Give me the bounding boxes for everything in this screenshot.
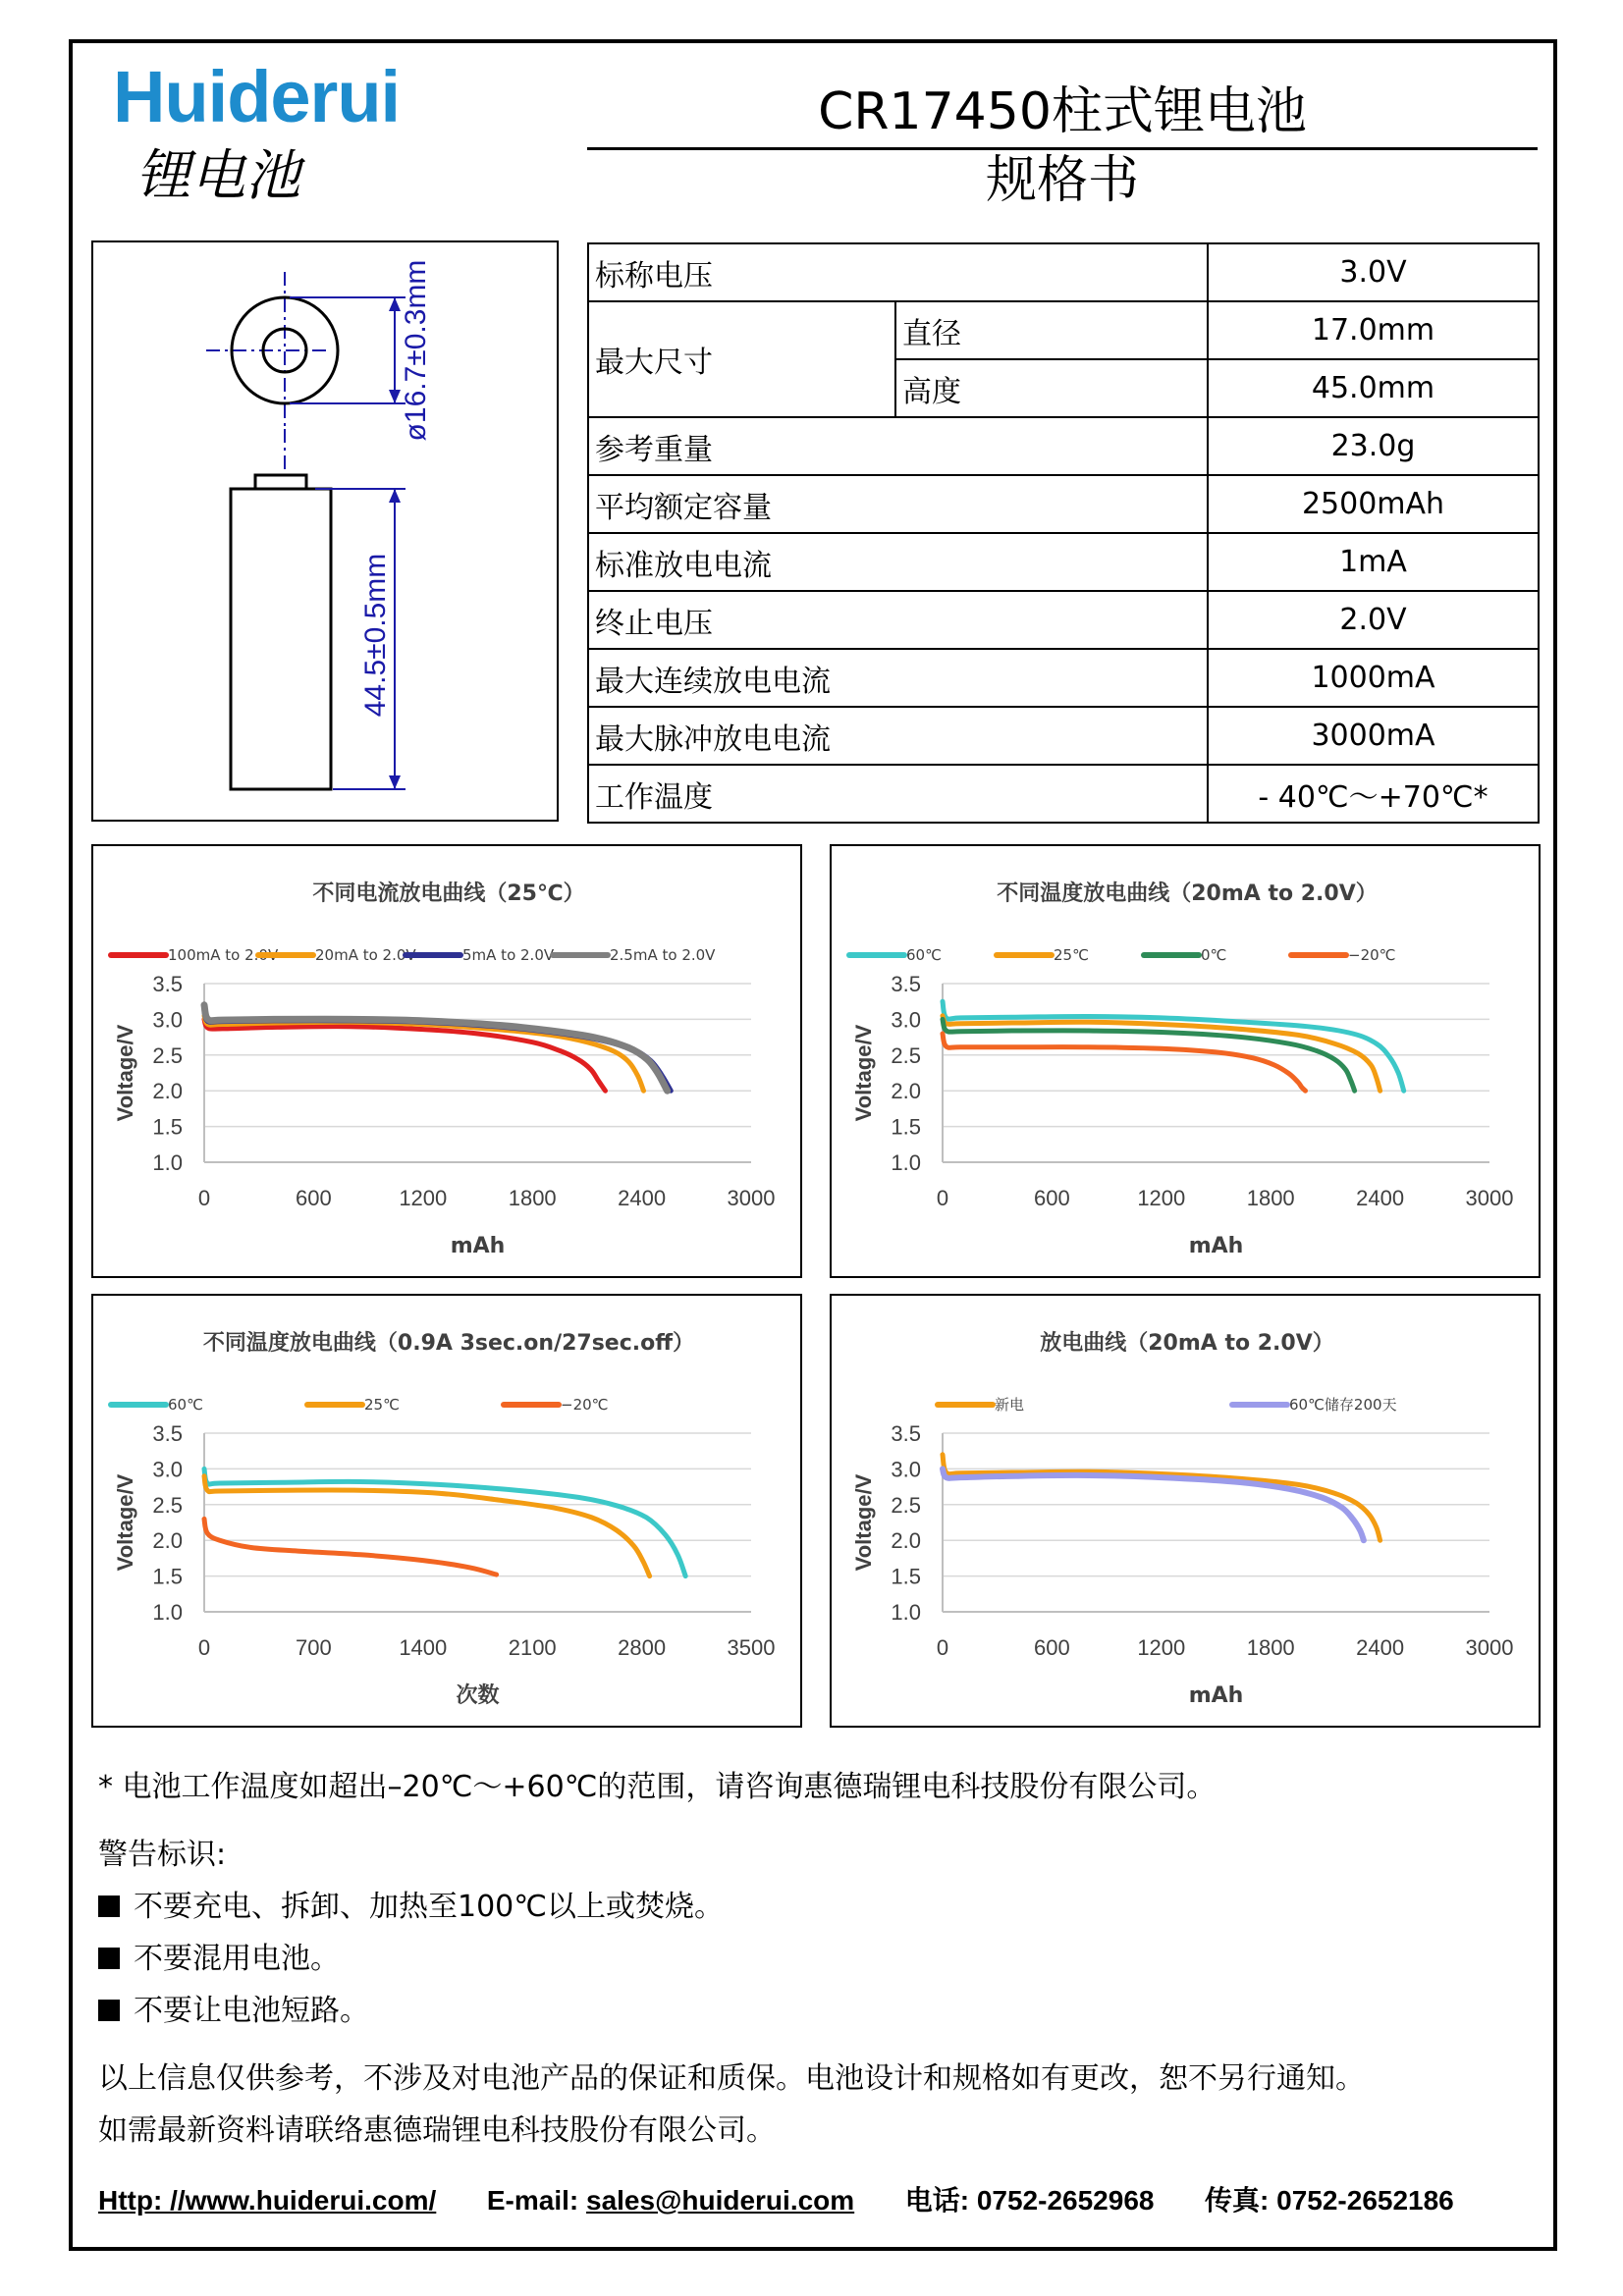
chart-svg <box>93 846 804 1280</box>
spec-label: 最大脉冲放电电流 <box>588 707 1208 765</box>
height-dimension-label: 44.5±0.5mm <box>359 553 392 718</box>
y-tick-label: 3.0 <box>891 1007 921 1033</box>
chart-pulse-discharge <box>91 1294 802 1728</box>
warning-title: 警告标识: <box>98 1838 227 1872</box>
x-tick-label: 3500 <box>727 1635 776 1660</box>
x-axis-label: mAh <box>450 1234 506 1258</box>
x-tick-label: 1800 <box>508 1186 557 1210</box>
legend-item <box>111 946 279 964</box>
y-tick-label: 3.0 <box>152 1457 183 1482</box>
dimension-drawing <box>91 240 559 822</box>
x-tick-label: 0 <box>197 1186 211 1210</box>
legend-label: 60℃ <box>168 1396 203 1414</box>
chart-title: 放电曲线（20mA to 2.0V） <box>1040 1331 1334 1356</box>
x-tick-label: 0 <box>936 1635 949 1660</box>
title-divider <box>587 147 1538 150</box>
table-row <box>588 591 1539 649</box>
y-tick-label: 2.5 <box>152 1042 183 1068</box>
table-row <box>588 475 1539 533</box>
chart-discharge-by-temperature <box>830 844 1541 1278</box>
series-line <box>943 1034 1306 1091</box>
x-tick-label: 2400 <box>618 1186 667 1210</box>
y-tick-label: 1.0 <box>891 1150 921 1175</box>
warning-item <box>98 1994 369 2028</box>
document-title: CR17450柱式锂电池 <box>818 82 1307 141</box>
battery-drawing-svg <box>93 242 561 824</box>
x-tick-label: 1400 <box>399 1635 448 1660</box>
x-axis-label: mAh <box>1188 1234 1244 1258</box>
legend-item <box>406 946 555 964</box>
warning-item <box>98 1942 340 1976</box>
fax-number: 传真: 0752-2652186 <box>1205 2185 1454 2216</box>
y-tick-label: 1.5 <box>152 1114 183 1140</box>
spec-label: 最大尺寸 <box>588 301 895 417</box>
x-axis-label: mAh <box>1188 1683 1244 1708</box>
table-row <box>588 243 1539 301</box>
spec-value: 3.0V <box>1208 243 1539 301</box>
table-row <box>588 301 1539 359</box>
table-row <box>588 533 1539 591</box>
warning-item <box>98 1890 724 1924</box>
legend-item <box>258 946 416 964</box>
legend-item <box>938 1396 1024 1414</box>
brand-logo: Huiderui <box>113 56 401 137</box>
y-tick-label: 3.5 <box>152 1421 183 1446</box>
legend-label: 60℃储存200天 <box>1289 1396 1397 1414</box>
legend-label: 20mA to 2.0V <box>315 946 416 964</box>
y-tick-label: 1.5 <box>891 1564 921 1589</box>
x-tick-label: 1200 <box>1137 1186 1186 1210</box>
spec-label: 工作温度 <box>588 765 1208 823</box>
legend-item <box>1144 946 1226 964</box>
spec-sublabel: 高度 <box>895 359 1208 417</box>
legend-item <box>997 946 1089 964</box>
table-row <box>588 417 1539 475</box>
y-tick-label: 2.0 <box>152 1528 183 1554</box>
x-tick-label: 700 <box>296 1635 332 1660</box>
bullet-icon <box>98 2000 120 2021</box>
temperature-note: * 电池工作温度如超出–20℃～+60℃的范围，请咨询惠德瑞锂电科技股份有限公司。 <box>98 1770 1217 1804</box>
y-axis-label: Voltage/V <box>851 1024 876 1122</box>
warning-text: 不要混用电池。 <box>134 1942 340 1976</box>
legend-label: 25℃ <box>364 1396 400 1414</box>
diameter-dimension-label: ø16.7±0.3mm <box>400 259 432 442</box>
x-tick-label: 600 <box>296 1186 332 1210</box>
legend-label: 0℃ <box>1201 946 1227 964</box>
x-tick-label: 2800 <box>618 1635 667 1660</box>
side-view <box>231 475 406 789</box>
warning-text: 不要充电、拆卸、加热至100℃以上或焚烧。 <box>134 1890 724 1924</box>
disclaimer-line: 以上信息仅供参考，不涉及对电池产品的保证和质保。电池设计和规格如有更改，恕不另行通知。 <box>98 2061 1365 2096</box>
brand-tagline: 锂电池 <box>135 144 300 208</box>
email-link[interactable]: sales@huiderui.com <box>586 2185 855 2216</box>
spec-value: 3000mA <box>1208 707 1539 765</box>
legend-label: 新电 <box>995 1396 1025 1414</box>
x-tick-label: 3000 <box>1465 1186 1514 1210</box>
y-axis-label: Voltage/V <box>113 1473 137 1572</box>
legend-label: 2.5mA to 2.0V <box>610 946 716 964</box>
document-subtitle: 规格书 <box>985 151 1139 210</box>
spec-label: 标准放电电流 <box>588 533 1208 591</box>
x-tick-label: 600 <box>1034 1186 1070 1210</box>
x-tick-label: 1200 <box>1137 1635 1186 1660</box>
chart-storage-discharge <box>830 1294 1541 1728</box>
footer-contact <box>98 2179 1454 2218</box>
legend-item <box>1291 946 1396 964</box>
chart-svg <box>93 1296 804 1730</box>
chart-svg <box>832 846 1542 1280</box>
legend-label: 100mA to 2.0V <box>168 946 279 964</box>
y-tick-label: 1.0 <box>891 1600 921 1625</box>
chart-title: 不同温度放电曲线（0.9A 3sec.on/27sec.off） <box>202 1331 695 1356</box>
spec-value: 1000mA <box>1208 649 1539 707</box>
spec-value: 45.0mm <box>1208 359 1539 417</box>
y-tick-label: 2.0 <box>891 1528 921 1554</box>
x-tick-label: 3000 <box>1465 1635 1514 1660</box>
x-tick-label: 2400 <box>1356 1635 1405 1660</box>
y-tick-label: 2.5 <box>891 1492 921 1518</box>
legend-label: −20℃ <box>561 1396 609 1414</box>
spec-value: 2500mAh <box>1208 475 1539 533</box>
legend-item <box>111 1396 203 1414</box>
table-row <box>588 765 1539 823</box>
spec-value: 1mA <box>1208 533 1539 591</box>
y-tick-label: 3.0 <box>152 1007 183 1033</box>
legend-label: 60℃ <box>906 946 942 964</box>
y-tick-label: 3.5 <box>152 972 183 996</box>
legend-label: −20℃ <box>1348 946 1396 964</box>
website-link[interactable]: Http: //www.huiderui.com/ <box>98 2185 437 2216</box>
spec-sublabel: 直径 <box>895 301 1208 359</box>
phone-number: 电话: 0752-2652968 <box>904 2185 1155 2216</box>
y-tick-label: 3.5 <box>891 1421 921 1446</box>
x-tick-label: 1800 <box>1246 1186 1295 1210</box>
spec-table <box>587 242 1540 824</box>
x-tick-label: 0 <box>197 1635 211 1660</box>
spec-label: 终止电压 <box>588 591 1208 649</box>
spec-label: 最大连续放电电流 <box>588 649 1208 707</box>
y-tick-label: 3.5 <box>891 972 921 996</box>
chart-discharge-by-current <box>91 844 802 1278</box>
spec-value: 17.0mm <box>1208 301 1539 359</box>
x-tick-label: 2100 <box>508 1635 557 1660</box>
y-tick-label: 2.0 <box>152 1079 183 1104</box>
spec-value: 23.0g <box>1208 417 1539 475</box>
y-axis-label: Voltage/V <box>851 1473 876 1572</box>
contact-line: 如需最新资料请联络惠德瑞锂电科技股份有限公司。 <box>98 2113 776 2148</box>
x-tick-label: 2400 <box>1356 1186 1405 1210</box>
legend-item <box>553 946 716 964</box>
x-tick-label: 1200 <box>399 1186 448 1210</box>
email-label: E-mail: <box>486 2185 579 2216</box>
bullet-icon <box>98 1896 120 1917</box>
x-axis-label: 次数 <box>456 1683 500 1708</box>
y-tick-label: 2.5 <box>152 1492 183 1518</box>
y-tick-label: 1.0 <box>152 1150 183 1175</box>
top-view <box>206 260 432 442</box>
spec-label: 平均额定容量 <box>588 475 1208 533</box>
x-tick-label: 1800 <box>1246 1635 1295 1660</box>
legend-item <box>307 1396 400 1414</box>
warning-text: 不要让电池短路。 <box>134 1994 369 2028</box>
x-tick-label: 3000 <box>727 1186 776 1210</box>
table-row <box>588 707 1539 765</box>
chart-title: 不同温度放电曲线（20mA to 2.0V） <box>997 881 1378 906</box>
y-tick-label: 1.5 <box>891 1114 921 1140</box>
y-tick-label: 1.5 <box>152 1564 183 1589</box>
chart-svg <box>832 1296 1542 1730</box>
legend-label: 5mA to 2.0V <box>462 946 555 964</box>
spec-value: 2.0V <box>1208 591 1539 649</box>
y-tick-label: 1.0 <box>152 1600 183 1625</box>
spec-label: 标称电压 <box>588 243 1208 301</box>
y-tick-label: 2.5 <box>891 1042 921 1068</box>
legend-label: 25℃ <box>1054 946 1089 964</box>
y-axis-label: Voltage/V <box>113 1024 137 1122</box>
y-tick-label: 3.0 <box>891 1457 921 1482</box>
spec-value: - 40℃～+70℃* <box>1208 765 1539 823</box>
legend-item <box>504 1396 609 1414</box>
chart-title: 不同电流放电曲线（25℃） <box>312 881 585 906</box>
legend-item <box>1232 1396 1397 1414</box>
x-tick-label: 0 <box>936 1186 949 1210</box>
series-line <box>204 1519 497 1575</box>
y-tick-label: 2.0 <box>891 1079 921 1104</box>
table-row <box>588 649 1539 707</box>
legend-item <box>849 946 942 964</box>
bullet-icon <box>98 1948 120 1969</box>
series-line <box>204 1468 685 1575</box>
spec-label: 参考重量 <box>588 417 1208 475</box>
x-tick-label: 600 <box>1034 1635 1070 1660</box>
